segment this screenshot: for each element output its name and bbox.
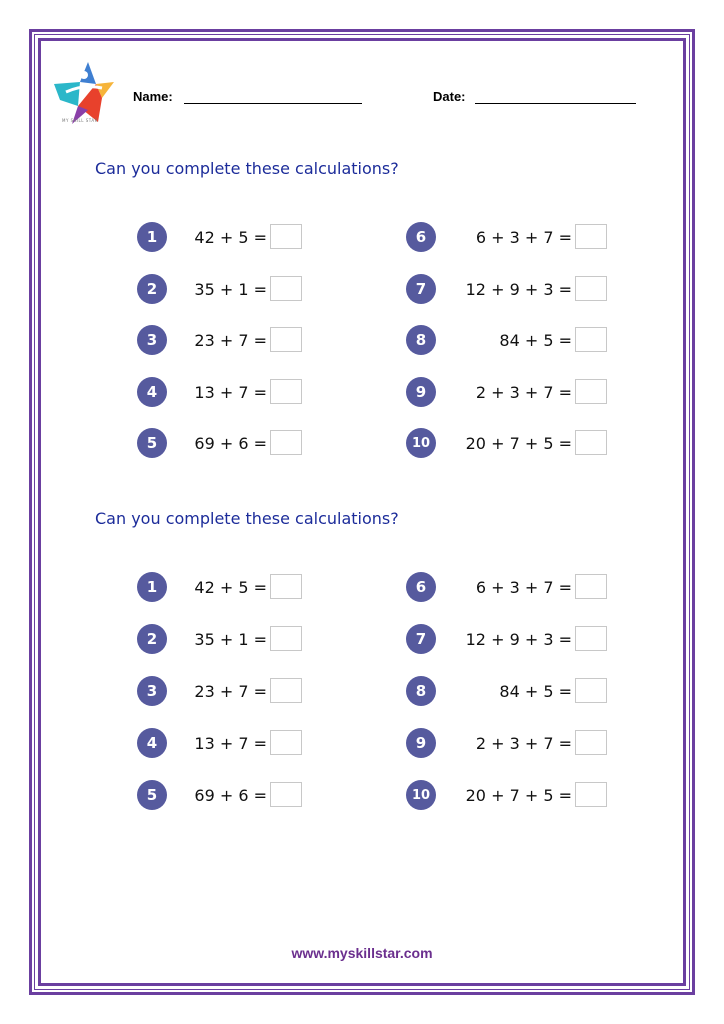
answer-box[interactable] bbox=[575, 224, 607, 249]
answer-box[interactable] bbox=[270, 276, 302, 301]
answer-box[interactable] bbox=[270, 626, 302, 651]
name-label: Name: bbox=[133, 89, 173, 104]
problem-number: 8 bbox=[406, 676, 436, 706]
problem-number: 9 bbox=[406, 377, 436, 407]
answer-box[interactable] bbox=[575, 730, 607, 755]
problem-number: 7 bbox=[406, 624, 436, 654]
problem-expression: 84 + 5 = bbox=[499, 331, 572, 350]
problem-expression: 84 + 5 = bbox=[499, 682, 572, 701]
answer-box[interactable] bbox=[575, 276, 607, 301]
problem-expression: 12 + 9 + 3 = bbox=[465, 630, 572, 649]
answer-box[interactable] bbox=[575, 379, 607, 404]
answer-box[interactable] bbox=[575, 782, 607, 807]
date-field-line[interactable] bbox=[475, 103, 636, 104]
answer-box[interactable] bbox=[270, 224, 302, 249]
problem-number: 1 bbox=[137, 572, 167, 602]
answer-box[interactable] bbox=[270, 327, 302, 352]
problem-expression: 6 + 3 + 7 = bbox=[475, 578, 572, 597]
problem-number: 3 bbox=[137, 325, 167, 355]
problem-number: 5 bbox=[137, 428, 167, 458]
problem-number: 2 bbox=[137, 624, 167, 654]
answer-box[interactable] bbox=[575, 574, 607, 599]
problem-number: 6 bbox=[406, 572, 436, 602]
problem-number: 7 bbox=[406, 274, 436, 304]
problem-expression: 2 + 3 + 7 = bbox=[475, 383, 572, 402]
answer-box[interactable] bbox=[270, 782, 302, 807]
problem-expression: 13 + 7 = bbox=[194, 734, 267, 753]
problem-number: 2 bbox=[137, 274, 167, 304]
logo-caption: MY SKILL STAR bbox=[62, 118, 98, 123]
answer-box[interactable] bbox=[575, 678, 607, 703]
problem-expression: 42 + 5 = bbox=[194, 578, 267, 597]
answer-box[interactable] bbox=[575, 327, 607, 352]
problem-expression: 69 + 6 = bbox=[194, 434, 267, 453]
problem-number: 3 bbox=[137, 676, 167, 706]
section-1-title: Can you complete these calculations? bbox=[95, 159, 399, 178]
problem-number: 5 bbox=[137, 780, 167, 810]
problem-expression: 69 + 6 = bbox=[194, 786, 267, 805]
problem-expression: 6 + 3 + 7 = bbox=[475, 228, 572, 247]
problem-expression: 23 + 7 = bbox=[194, 331, 267, 350]
answer-box[interactable] bbox=[270, 678, 302, 703]
answer-box[interactable] bbox=[270, 379, 302, 404]
answer-box[interactable] bbox=[270, 430, 302, 455]
problem-number: 1 bbox=[137, 222, 167, 252]
problem-expression: 23 + 7 = bbox=[194, 682, 267, 701]
date-label: Date: bbox=[433, 89, 466, 104]
answer-box[interactable] bbox=[575, 430, 607, 455]
problem-number: 10 bbox=[406, 780, 436, 810]
problem-expression: 42 + 5 = bbox=[194, 228, 267, 247]
answer-box[interactable] bbox=[575, 626, 607, 651]
problem-expression: 20 + 7 + 5 = bbox=[465, 434, 572, 453]
problem-number: 4 bbox=[137, 377, 167, 407]
problem-expression: 35 + 1 = bbox=[194, 280, 267, 299]
problem-expression: 2 + 3 + 7 = bbox=[475, 734, 572, 753]
problem-expression: 13 + 7 = bbox=[194, 383, 267, 402]
problem-expression: 35 + 1 = bbox=[194, 630, 267, 649]
answer-box[interactable] bbox=[270, 730, 302, 755]
problem-number: 9 bbox=[406, 728, 436, 758]
problem-expression: 12 + 9 + 3 = bbox=[465, 280, 572, 299]
answer-box[interactable] bbox=[270, 574, 302, 599]
problem-number: 4 bbox=[137, 728, 167, 758]
problem-number: 8 bbox=[406, 325, 436, 355]
problem-number: 6 bbox=[406, 222, 436, 252]
name-field-line[interactable] bbox=[184, 103, 362, 104]
problem-number: 10 bbox=[406, 428, 436, 458]
footer-website[interactable]: www.myskillstar.com bbox=[291, 945, 433, 961]
section-2-title: Can you complete these calculations? bbox=[95, 509, 399, 528]
problem-expression: 20 + 7 + 5 = bbox=[465, 786, 572, 805]
